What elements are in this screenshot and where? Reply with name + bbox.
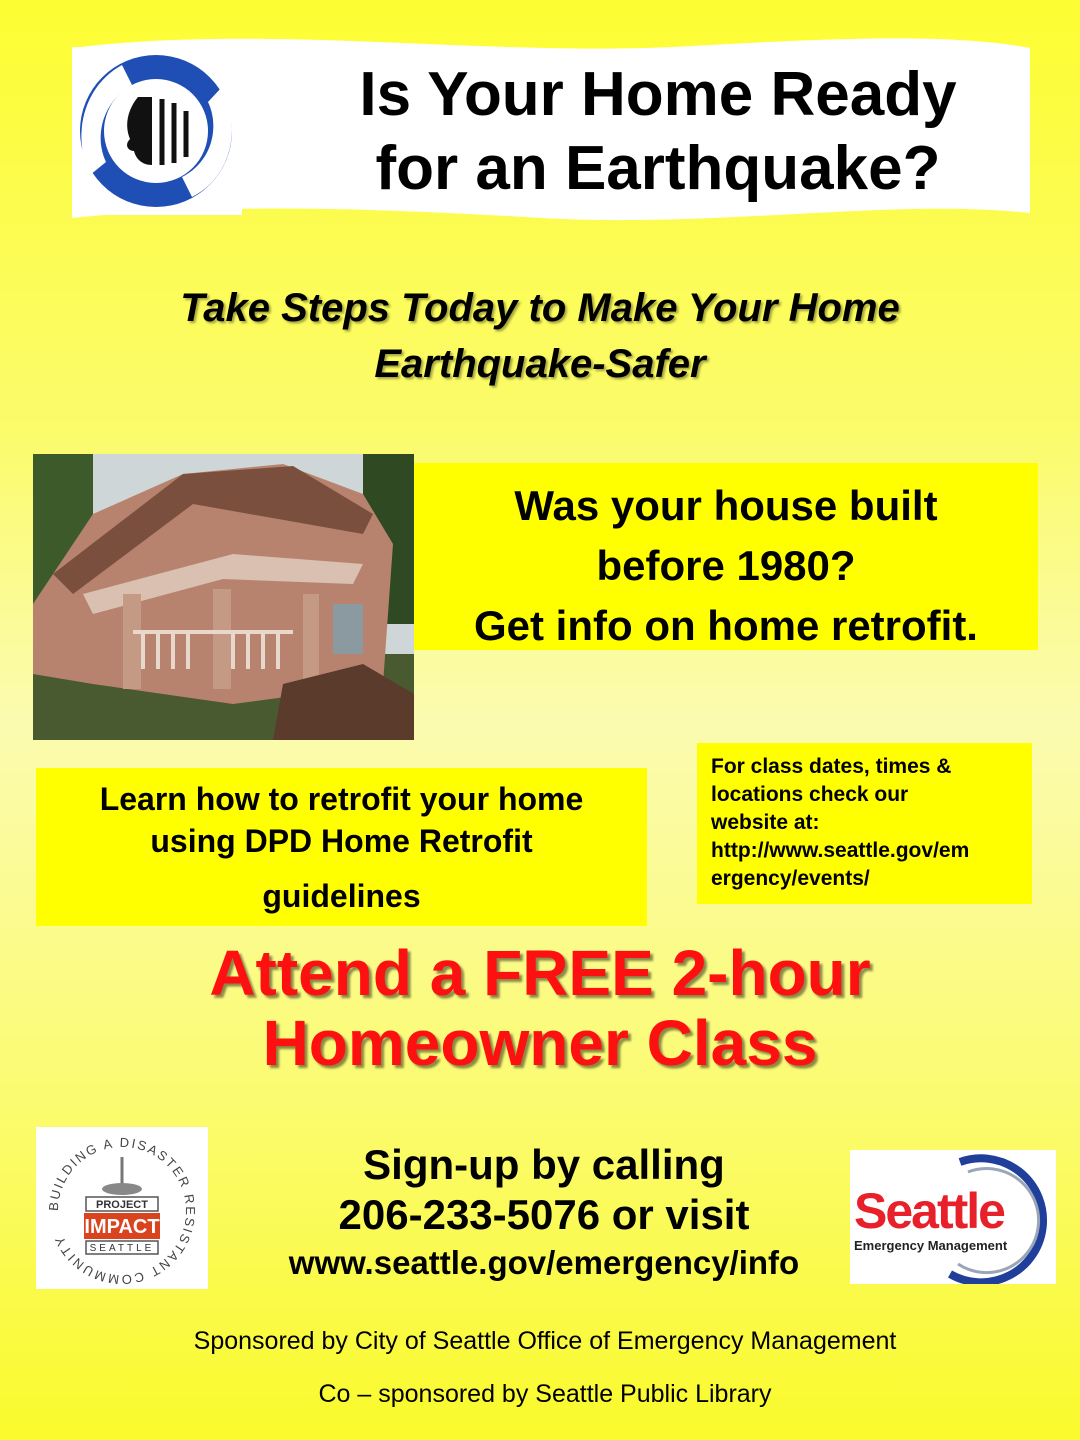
class-info-line-2: locations check our [711,783,909,806]
impact-top-text: PROJECT [96,1199,148,1211]
built-line-2: before 1980? [596,542,856,589]
attend-free-class-heading [40,938,1040,1078]
page-title [300,58,1016,206]
learn-retrofit-box [36,768,647,926]
signup-url[interactable]: www.seattle.gov/emergency/info [288,1244,800,1281]
oem-main-text: Seattle [854,1183,1004,1239]
learn-line-1: Learn how to retrofit your home [99,781,584,817]
built-line-3: Get info on home retrofit. [474,602,978,649]
subtitle [40,280,1040,392]
impact-main-text: IMPACT [84,1216,160,1238]
sponsor-line-1: Sponsored by City of Seattle Office of Emergency Management [193,1327,897,1355]
impact-arc-text: BUILDING A DISASTER RESISTANT COMMUNITY [45,1134,199,1288]
built-line-1: Was your house built [514,482,938,529]
city-of-seattle-logo [72,47,242,215]
impact-bottom-text: SEATTLE [89,1243,155,1254]
class-info-box [697,743,1032,904]
damaged-house-photo [33,454,414,740]
class-info-url-line-2[interactable]: ergency/events/ [711,867,870,890]
seattle-emergency-management-logo [850,1150,1056,1284]
signup-phone[interactable]: 206-233-5076 or visit [338,1191,750,1238]
attend-line-2: Homeowner Class [262,1007,818,1079]
attend-line-1: Attend a FREE 2-hour [209,937,871,1009]
class-info-line-3: website at: [711,811,820,834]
class-info-line-1: For class dates, times & [711,755,952,778]
title-line-2: for an Earthquake? [375,134,941,203]
subtitle-line-2: Earthquake-Safer [374,342,706,386]
signup-line-1: Sign-up by calling [363,1141,725,1188]
subtitle-line-1: Take Steps Today to Make Your Home [180,286,900,330]
signup-info [244,1140,844,1286]
title-line-1: Is Your Home Ready [359,60,957,129]
built-before-1980-box [414,463,1038,650]
learn-line-2: using DPD Home Retrofit [150,823,533,859]
oem-sub-text: Emergency Management [854,1238,1008,1253]
sponsor-line-2: Co – sponsored by Seattle Public Library [318,1380,772,1408]
class-info-url-line-1[interactable]: http://www.seattle.gov/em [711,839,970,862]
project-impact-seattle-logo [36,1127,208,1289]
learn-line-3: guidelines [262,878,421,914]
